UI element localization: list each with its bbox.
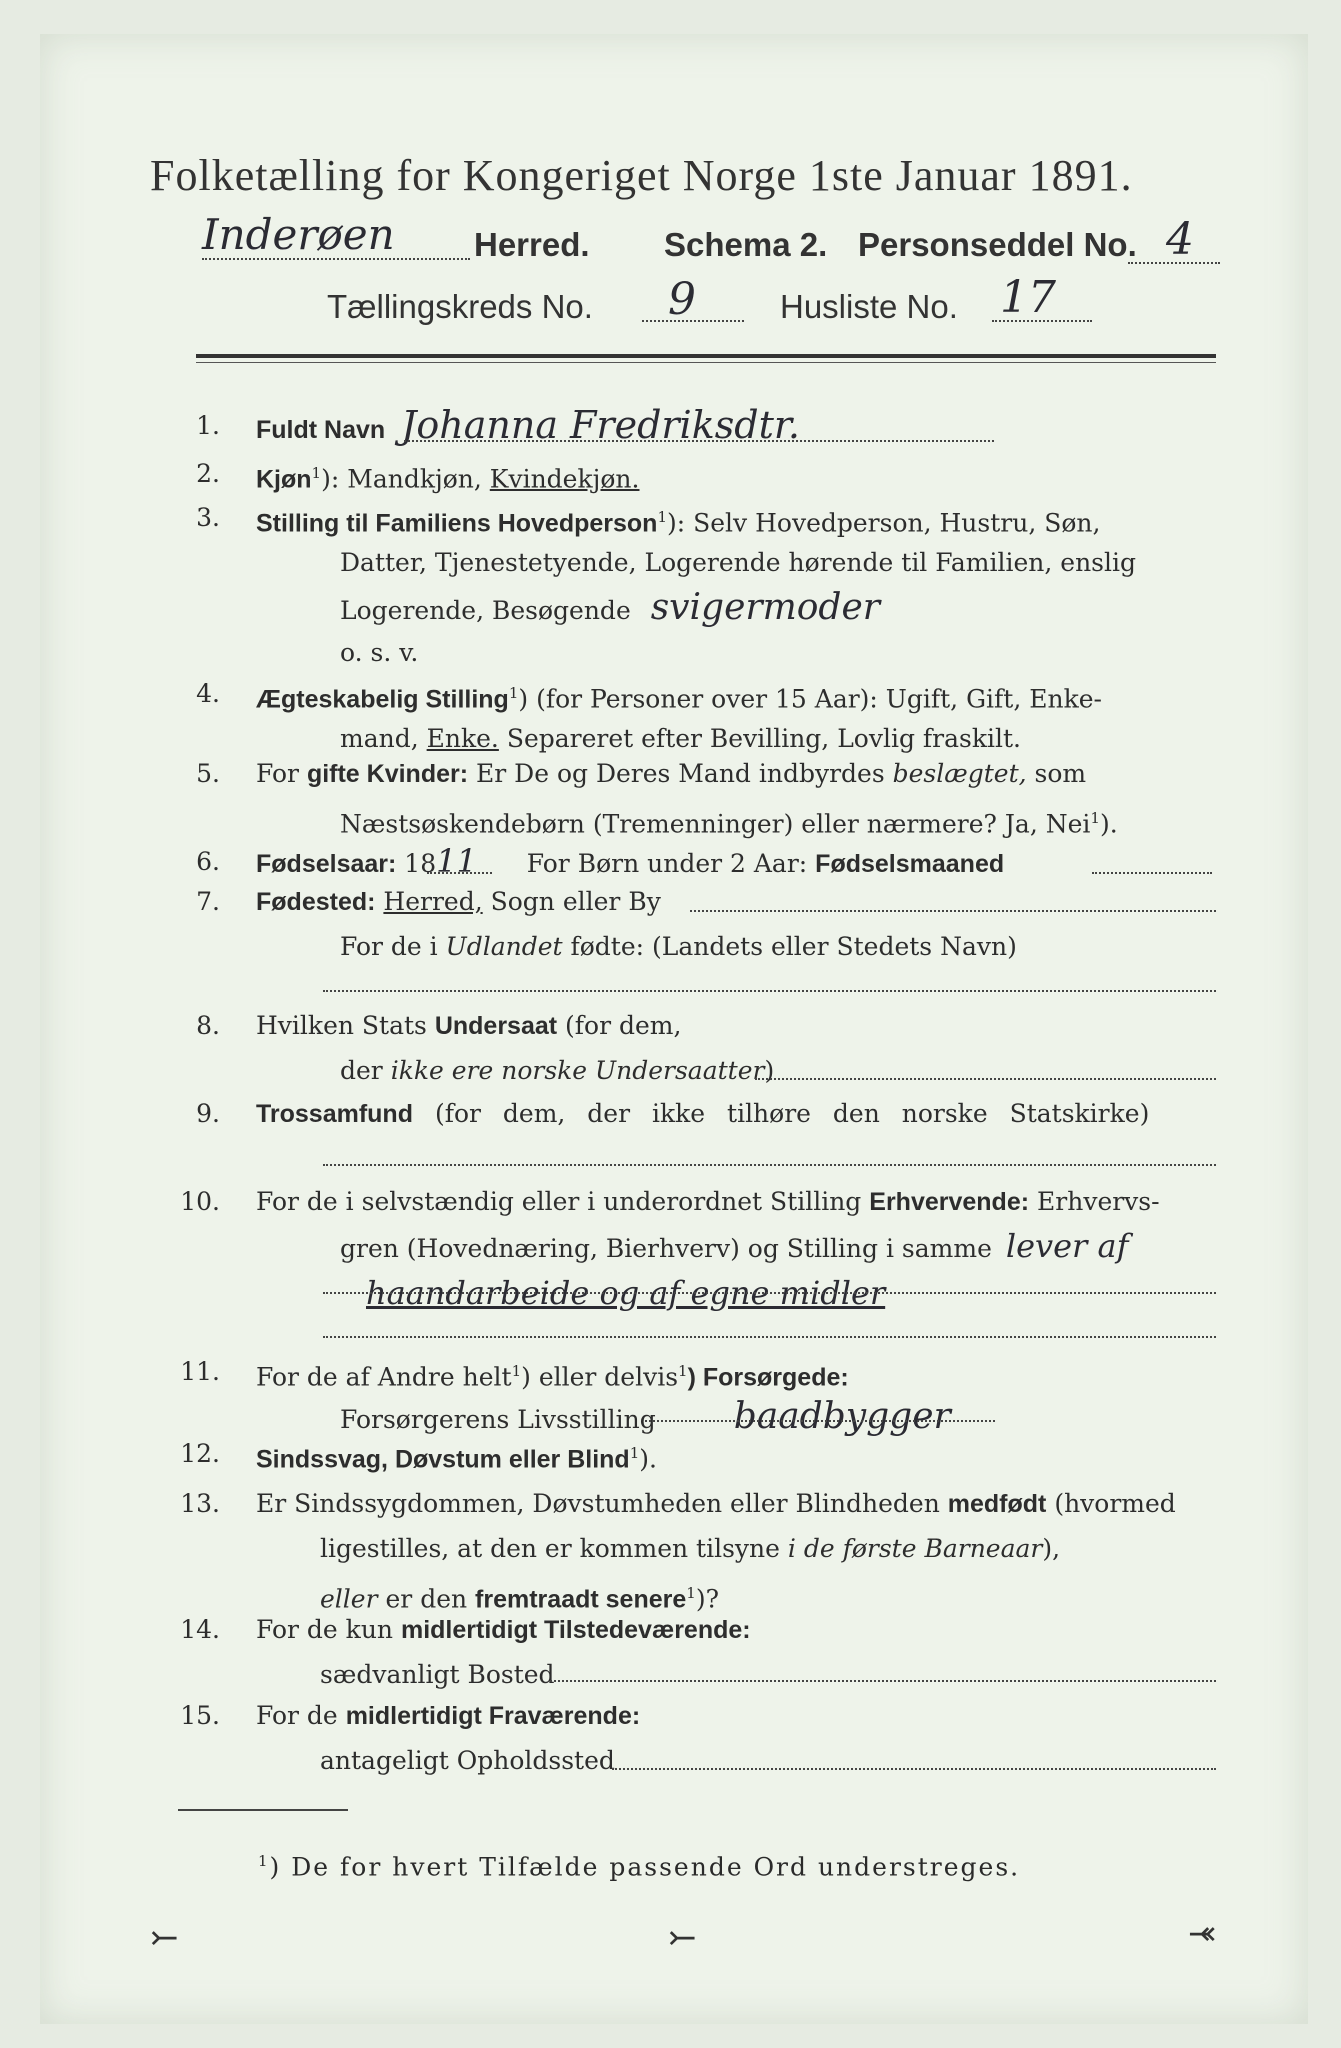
- usual-residence-label: sædvanligt Bosted: [320, 1660, 555, 1689]
- temp-absent-label: midlertidigt Fraværende:: [345, 1702, 641, 1730]
- form-title: Folketælling for Kongeriget Norge 1ste Januar 1891.: [150, 151, 1133, 200]
- congenital-end: (hvormed: [1054, 1489, 1176, 1518]
- footnote-sup: 1: [258, 1852, 270, 1870]
- congenital-close: )?: [695, 1584, 719, 1614]
- personseddel-number: 4: [1166, 214, 1194, 265]
- item-3-number: 3.: [196, 503, 220, 532]
- corner-mark-left: ⤚: [150, 1918, 179, 1958]
- footnote-ref: 1: [657, 508, 667, 526]
- kreds-dots: [642, 320, 744, 322]
- birthplace-label: Fødested:: [256, 888, 376, 916]
- occupation-answer-1: lever af: [1005, 1227, 1129, 1265]
- item-1-number: 1.: [196, 411, 220, 440]
- occupation-label: Erhvervende:: [869, 1188, 1030, 1216]
- married-women-som: som: [1034, 759, 1087, 788]
- temp-present-pre: For de kun: [256, 1615, 394, 1644]
- birthplace-dots: [690, 910, 1216, 912]
- item-1: [160, 404, 1220, 454]
- marital-status-option: mand,: [340, 724, 419, 753]
- item-9-number: 9.: [196, 1099, 220, 1128]
- married-women-question: Er De og Deres Mand indbyrdes: [476, 759, 885, 788]
- footnote-ref: 1: [508, 684, 519, 702]
- birth-month-label: Fødselsmaaned: [815, 850, 1005, 878]
- footnote-ref: 1: [686, 1584, 696, 1602]
- later-onset-label: fremtraadt senere: [475, 1585, 687, 1614]
- provider-dots: [645, 1420, 995, 1422]
- sex-selected: Kvindekjøn.: [489, 464, 640, 494]
- herred-name: Inderøen: [202, 210, 395, 259]
- birth-month-dots: [1092, 872, 1212, 874]
- item-12-number: 12.: [180, 1439, 220, 1468]
- religion-condition: (for dem, der ikke tilhøre den norske Statskirke): [434, 1099, 1150, 1128]
- full-name-answer: Johanna Fredriksdtr.: [401, 403, 800, 447]
- citizenship-condition: (for dem,: [565, 1011, 682, 1040]
- footnote-rule: [178, 1809, 348, 1811]
- item-14-number: 14.: [180, 1615, 220, 1644]
- header-rule-thin: [196, 362, 1216, 363]
- marital-status-options-1: ) (for Personer over 15 Aar): Ugift, Gift, Enke-: [518, 684, 1102, 714]
- corner-mark-center: ⤚: [668, 1918, 697, 1958]
- footnote-ref: 1: [629, 1444, 640, 1462]
- temp-absent-pre: For de: [256, 1701, 338, 1730]
- header-rule: [196, 354, 1216, 358]
- congenital-label: medfødt: [947, 1490, 1047, 1518]
- kreds-label: Tællingskreds No.: [327, 288, 593, 325]
- item-4-number: 4.: [196, 679, 220, 708]
- abroad-pre: For de i: [340, 932, 438, 961]
- husliste-number: 17: [1000, 272, 1056, 323]
- congenital-line2-close: ),: [1042, 1534, 1061, 1563]
- abroad-text: fødte: (Landets eller Stedets Navn): [570, 932, 1017, 961]
- personseddel-label: Personseddel No.: [858, 226, 1137, 263]
- congenital-question: Er Sindssygdommen, Døvstumheden eller Blindheden: [256, 1489, 940, 1518]
- citizenship-der: der: [340, 1056, 383, 1085]
- marital-status-selected: Enke.: [426, 724, 499, 753]
- family-position-options-1: ): Selv Hovedperson, Hustru, Søn,: [667, 508, 1101, 538]
- item-2-number: 2.: [196, 459, 220, 488]
- congenital-line3: er den: [385, 1584, 468, 1614]
- occupation-dots-2: [323, 1336, 1216, 1338]
- family-position-answer: svigermoder: [650, 587, 880, 628]
- husliste-label: Husliste No.: [780, 288, 958, 325]
- religion-dots: [323, 1164, 1216, 1166]
- occupation-end: Erhvervs-: [1037, 1187, 1160, 1216]
- footnote-ref: 1: [678, 1362, 688, 1380]
- married-women-label: gifte Kvinder:: [306, 760, 469, 788]
- marital-status-label: Ægteskabelig Stilling: [256, 685, 509, 714]
- item-15-number: 15.: [180, 1701, 220, 1730]
- birth-month-condition: For Børn under 2 Aar:: [526, 849, 808, 878]
- citizenship-italic: ikke ere norske Undersaatter: [390, 1056, 765, 1085]
- congenital-eller: eller: [320, 1584, 378, 1614]
- family-position-options-3: Logerende, Besøgende: [340, 596, 631, 625]
- footnote-ref: 1: [511, 1362, 522, 1380]
- family-position-options-2: Datter, Tjenestetyende, Logerende hørende til Familien, enslig: [340, 548, 1137, 577]
- probable-residence-label: antageligt Opholdssted: [320, 1746, 615, 1775]
- religion-label: Trossamfund: [256, 1100, 413, 1128]
- abroad-dots: [323, 990, 1216, 992]
- personseddel-dots: [1128, 262, 1220, 264]
- dependent-pre: For de af Andre helt: [256, 1362, 512, 1392]
- footnote-ref: 1: [311, 464, 322, 482]
- herred-label: Herred.: [474, 226, 590, 263]
- occupation-dots-1: [323, 1292, 1216, 1294]
- footnote-ref: 1: [1090, 809, 1100, 827]
- family-position-label: Stilling til Familiens Hovedperson: [256, 509, 658, 538]
- family-position-etc: o. s. v.: [340, 638, 419, 667]
- congenital-italic: i de første Barneaar: [787, 1534, 1043, 1563]
- citizenship-pre: Hvilken Stats: [256, 1011, 427, 1040]
- item-8-number: 8.: [196, 1011, 220, 1040]
- birthplace-selected: Herred,: [383, 887, 483, 916]
- footnote: [258, 1852, 1020, 1881]
- item-6-number: 6.: [196, 847, 220, 876]
- item-13-number: 13.: [180, 1489, 220, 1518]
- dependent-mid: ) eller delvis: [521, 1362, 679, 1392]
- citizenship-close: ): [764, 1056, 775, 1085]
- married-women-pre: For: [256, 759, 299, 788]
- abroad-italic: Udlandet: [445, 932, 563, 961]
- sex-options: ): Mandkjøn,: [321, 464, 482, 494]
- corner-mark-right: ⤛: [1188, 1914, 1217, 1954]
- occupation-condition: For de i selvstændig eller i underordnet Stilling: [256, 1187, 862, 1216]
- item-5-number: 5.: [196, 759, 220, 788]
- probable-residence-dots: [612, 1768, 1216, 1770]
- provider-answer: baadbygger: [733, 1396, 951, 1437]
- husliste-dots: [992, 320, 1092, 322]
- married-women-close: ).: [1099, 809, 1118, 839]
- herred-name-dots: [202, 258, 470, 260]
- congenital-line2: ligestilles, at den er kommen tilsyne: [320, 1534, 780, 1563]
- birth-year-prefix: 18: [404, 849, 437, 878]
- married-women-related: beslægtet,: [892, 759, 1027, 788]
- occupation-answer-2: haandarbeide og af egne midler: [366, 1274, 886, 1312]
- kreds-number: 9: [668, 274, 696, 325]
- birth-year-dots: [427, 872, 492, 874]
- disability-close: ).: [639, 1444, 657, 1474]
- full-name-dots: [404, 440, 994, 442]
- disability-label: Sindssvag, Døvstum eller Blind: [256, 1445, 630, 1474]
- occupation-question: gren (Hovednæring, Bierhverv) og Stilling i samme: [340, 1234, 992, 1263]
- marital-status-options-2: Separeret efter Bevilling, Lovlig fraskilt.: [506, 724, 1021, 753]
- birth-year-label: Fødselsaar:: [256, 850, 397, 878]
- birthplace-options: Sogn eller By: [490, 887, 661, 916]
- item-11-number: 11.: [180, 1357, 220, 1386]
- birth-year-answer: 11: [436, 842, 477, 880]
- footnote-text: ) De for hvert Tilfælde passende Ord understreges.: [269, 1852, 1021, 1882]
- item-10-number: 10.: [180, 1187, 220, 1216]
- temp-present-label: midlertidigt Tilstedeværende:: [400, 1616, 751, 1644]
- item-7-number: 7.: [196, 887, 220, 916]
- schema-label: Schema 2.: [664, 226, 828, 263]
- full-name-label: Fuldt Navn: [256, 416, 386, 444]
- provider-label: Forsørgerens Livsstilling: [340, 1405, 656, 1434]
- dependent-label: ) Forsørgede:: [687, 1363, 849, 1392]
- married-women-question-2: Næstsøskendebørn (Tremenninger) eller nærmere? Ja, Nei: [340, 809, 1091, 839]
- citizenship-label: Undersaat: [434, 1012, 558, 1040]
- citizenship-dots: [755, 1078, 1216, 1080]
- sex-label: Kjøn: [256, 465, 312, 494]
- usual-residence-dots: [550, 1680, 1216, 1682]
